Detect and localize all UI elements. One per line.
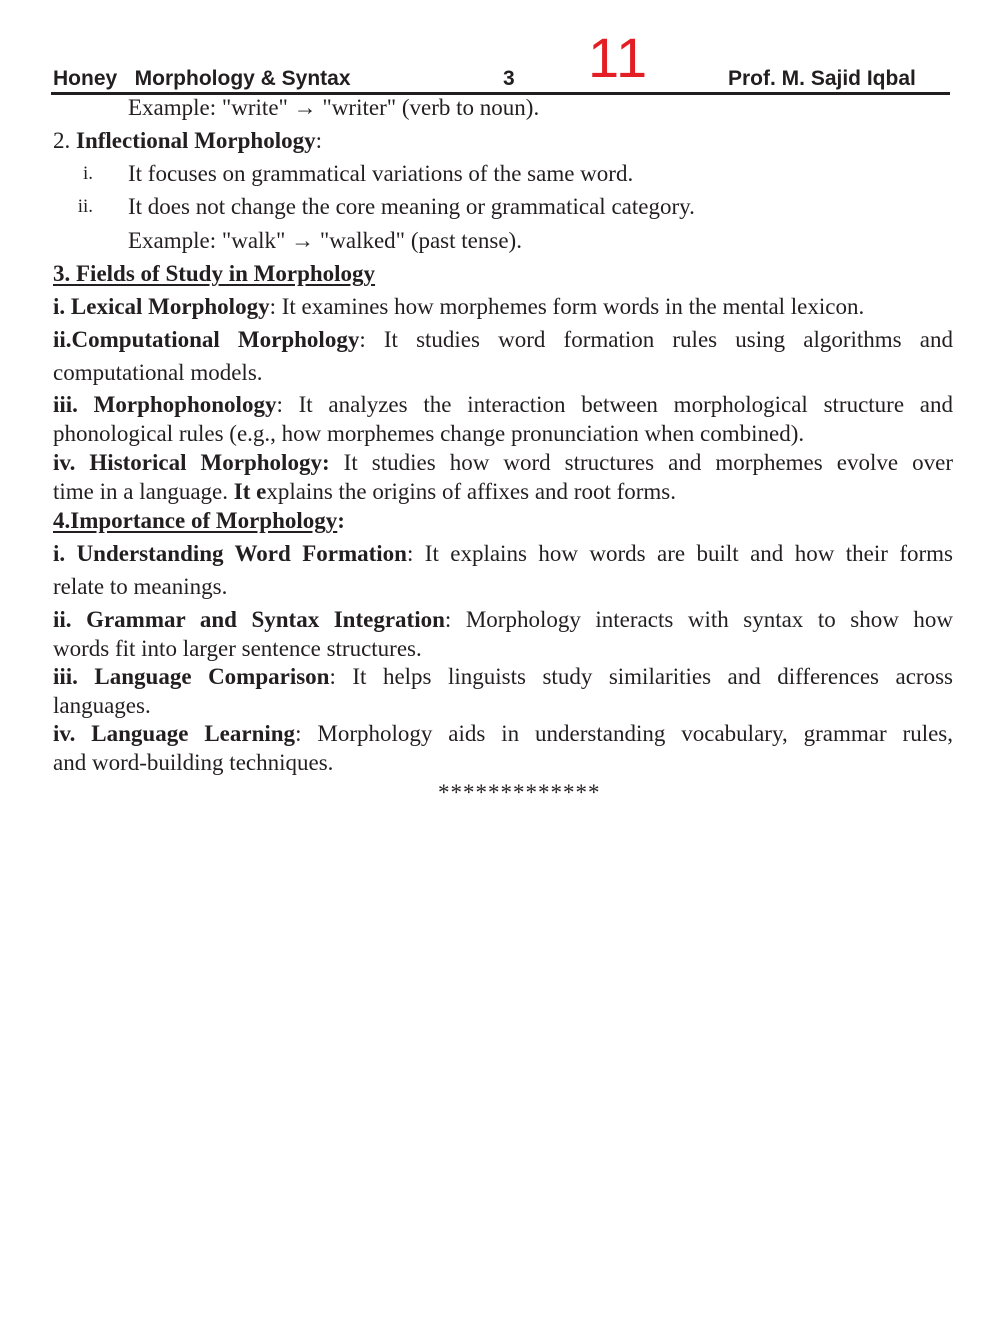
- fields-item-historical: [53, 448, 953, 477]
- item-label: i. Lexical Morphology: [53, 294, 270, 319]
- header-chapter-number: 3: [503, 67, 515, 90]
- section-colon: :: [315, 128, 322, 153]
- item-text: : It studies word formation rules using algorithms and: [359, 327, 953, 352]
- inflectional-example: Example: "walk" → "walked" (past tense).: [128, 228, 522, 253]
- section-number: 2.: [53, 128, 76, 153]
- item-label: iv. Historical Morphology:: [53, 450, 330, 475]
- importance-item-language-learning: [53, 719, 953, 748]
- item-label: iv. Language Learning: [53, 721, 296, 746]
- item-label: iii. Morphophonology: [53, 392, 277, 417]
- importance-item-language-comparison: [53, 662, 953, 691]
- page-number-stamp: 11: [588, 26, 649, 89]
- importance-item-language-learning-cont: and word-building techniques.: [53, 750, 334, 775]
- list-marker: ii.: [77, 196, 93, 217]
- importance-item-word-formation: [53, 539, 953, 568]
- item-label: ii. Grammar and Syntax Integration: [53, 607, 445, 632]
- importance-item-language-comparison-cont: languages.: [53, 693, 151, 718]
- section-title: Inflectional Morphology: [76, 128, 316, 153]
- item-text: : It helps linguists study similarities and differences across: [329, 664, 953, 689]
- section-heading-inflectional: [53, 126, 953, 155]
- item-text: : It explains how words are built and how their forms: [406, 541, 953, 566]
- item-text: : It examines how morphemes form words in the mental lexicon.: [269, 294, 865, 319]
- item-text: : It analyzes the interaction between morphological structure and: [276, 392, 954, 417]
- item-text: : Morphology interacts with syntax to show how: [444, 607, 954, 632]
- fields-item-morphophonology: [53, 390, 953, 419]
- list-text: It focuses on grammatical variations of the same word.: [128, 161, 634, 186]
- fields-item-lexical: [53, 292, 953, 321]
- list-text: It does not change the core meaning or grammatical category.: [128, 194, 695, 219]
- item-text: It studies how word structures and morphemes evolve over: [329, 450, 953, 475]
- item-text: time in a language.: [53, 479, 234, 504]
- item-text: : Morphology aids in understanding vocabulary, grammar rules,: [295, 721, 953, 746]
- fields-heading-text: 3. Fields of Study in Morphology: [53, 261, 376, 286]
- fields-item-morphophonology-cont: phonological rules (e.g., how morphemes change pronunciation when combined).: [53, 421, 805, 446]
- fields-item-computational-cont: computational models.: [53, 360, 263, 385]
- importance-item-grammar-syntax-cont: words fit into larger sentence structures.: [53, 636, 422, 661]
- header-course-title: Honey Morphology & Syntax: [53, 67, 351, 90]
- fields-item-computational: [53, 325, 953, 354]
- section-heading-importance: [53, 506, 953, 535]
- item-text-bold: It e: [233, 479, 267, 504]
- item-text: xplains the origins of affixes and root forms.: [266, 479, 676, 504]
- header-author: Prof. M. Sajid Iqbal: [728, 67, 916, 90]
- item-label: iii. Language Comparison: [53, 664, 330, 689]
- section-heading-fields: [53, 259, 953, 288]
- importance-item-grammar-syntax: [53, 605, 953, 634]
- running-header: [51, 64, 950, 95]
- item-label: ii.Computational Morphology: [53, 327, 360, 352]
- item-label: i. Understanding Word Formation: [53, 541, 407, 566]
- derivational-example: Example: "write" → "writer" (verb to noun).: [128, 95, 540, 120]
- importance-item-word-formation-cont: relate to meanings.: [53, 574, 228, 599]
- importance-heading-text: 4.Importance of Morphology: [53, 508, 338, 533]
- list-marker: i.: [82, 163, 93, 184]
- fields-item-historical-cont: [53, 477, 953, 506]
- importance-heading-colon: :: [337, 508, 345, 533]
- section-separator: *************: [438, 780, 601, 805]
